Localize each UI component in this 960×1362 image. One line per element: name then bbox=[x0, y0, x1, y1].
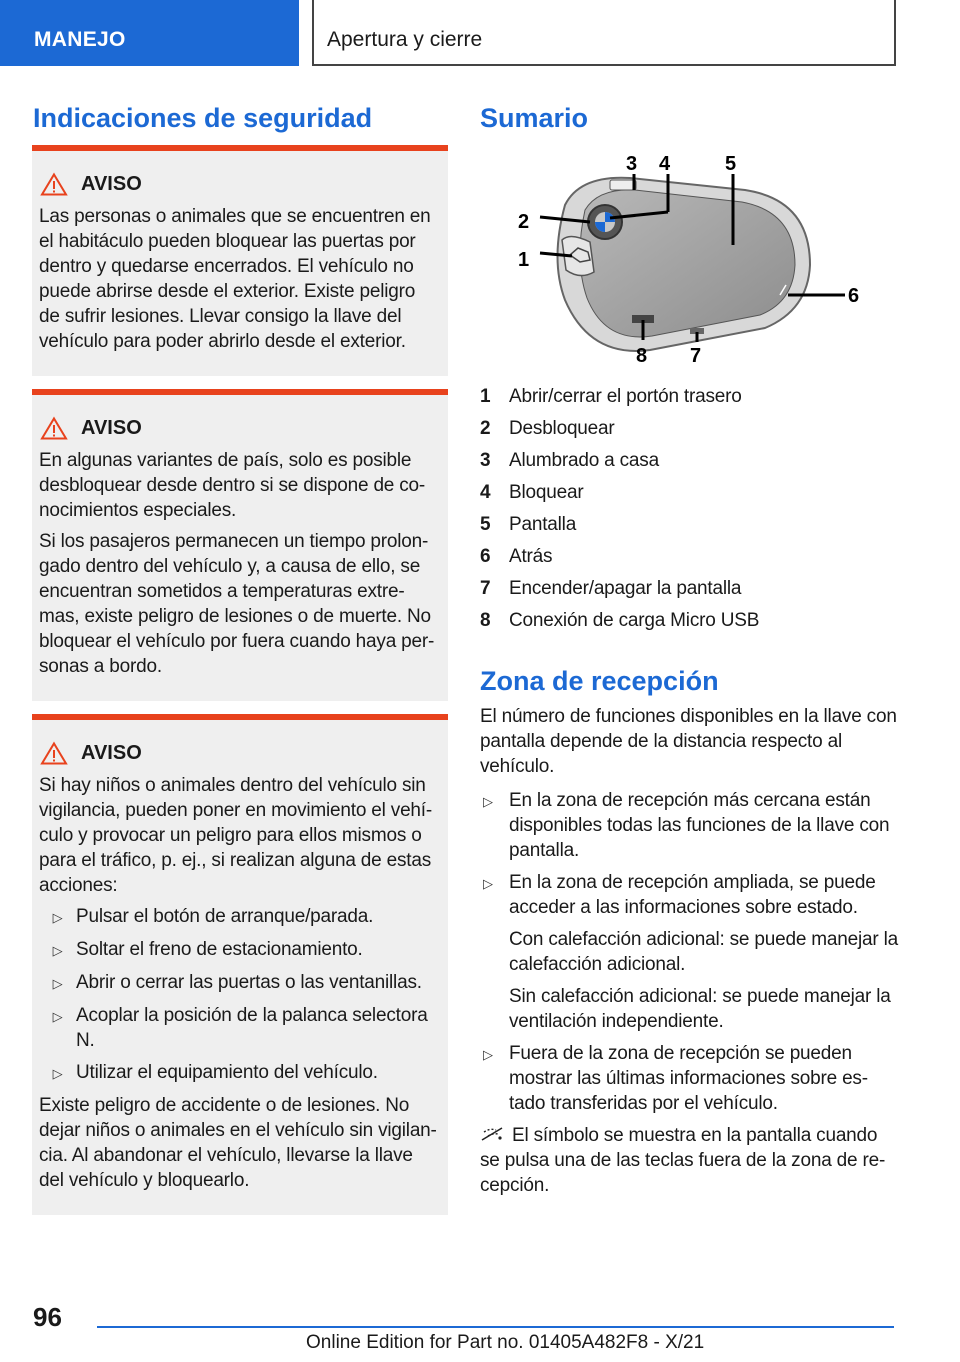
list-item: 1 Abrir/cerrar el portón trasero bbox=[480, 386, 742, 407]
list-item: 3 Alumbrado a casa bbox=[480, 450, 659, 471]
list-item: ▷ Utilizar el equipamiento del vehículo. bbox=[39, 1060, 440, 1086]
sumario-heading: Sumario bbox=[480, 103, 589, 133]
triangle-bullet-icon: ▷ bbox=[52, 943, 63, 958]
warning-text: Las personas o animales que se encuentren en el habitáculo pueden bloquear las puertas por dentro y quedarse encerrados. El vehículo no puede abrirse desde el exterior. Existe peligro de sufrir lesiones. Llevar consigo la llave del vehículo para poder abrirlo desde el exterior. bbox=[39, 206, 431, 352]
zona-section bbox=[480, 704, 898, 1198]
warning-text: En algunas variantes de país, solo es posible desbloquear desde dentro si se dispone de co-nocimientos especiales. bbox=[39, 450, 426, 521]
warning-box-1 bbox=[32, 145, 448, 376]
sub-paragraph: Con calefacción adicional: se puede manejar la calefacción adicional. bbox=[509, 929, 898, 975]
callout-1: 1 bbox=[518, 249, 530, 271]
zona-intro: El número de funciones disponibles en la llave con pantalla depende de la distancia respecto al vehículo. bbox=[480, 706, 897, 777]
warning-title: AVISO bbox=[81, 741, 142, 764]
footer bbox=[97, 1326, 894, 1353]
callout-5: 5 bbox=[725, 153, 737, 175]
warning-triangle-icon bbox=[41, 742, 67, 765]
list-item: ▷ Abrir o cerrar las puertas o las ventanillas. bbox=[39, 970, 440, 996]
warning-box-3 bbox=[32, 714, 448, 1215]
list-item: ▷ Soltar el freno de estacionamiento. bbox=[39, 937, 440, 963]
warning-text: Existe peligro de accidente o de lesiones. No dejar niños o animales en el vehículo sin vigilan-cia. Al abandonar el vehículo, llevarse la llave del vehículo y bloquearlo. bbox=[39, 1095, 437, 1191]
page-number: 96 bbox=[33, 1302, 62, 1332]
warning-box-2 bbox=[32, 389, 448, 701]
list-item: 4 Bloquear bbox=[480, 482, 584, 503]
warning-triangle-icon bbox=[41, 173, 67, 196]
list-item: 6 Atrás bbox=[480, 546, 553, 567]
triangle-bullet-icon: ▷ bbox=[483, 794, 493, 809]
zona-note: El símbolo se muestra en la pantalla cuando se pulsa una de las teclas fuera de la zona de re-cepción. bbox=[480, 1125, 886, 1196]
warning-title: AVISO bbox=[81, 416, 142, 439]
section-tab bbox=[0, 0, 299, 66]
triangle-bullet-icon: ▷ bbox=[52, 910, 63, 925]
triangle-bullet-icon: ▷ bbox=[483, 876, 493, 891]
list-item: ▷ Fuera de la zona de recepción se pueden mostrar las últimas informaciones sobre es-tado transferidas por el vehículo. bbox=[480, 1041, 898, 1116]
list-item: 2 Desbloquear bbox=[480, 418, 615, 439]
sub-paragraph: Sin calefacción adicional: se puede manejar la ventilación independiente. bbox=[509, 986, 891, 1032]
callout-2: 2 bbox=[518, 211, 530, 233]
callout-8: 8 bbox=[636, 345, 648, 367]
chapter-title: Apertura y cierre bbox=[327, 28, 483, 51]
callout-4: 4 bbox=[659, 153, 671, 175]
list-item: 7 Encender/apagar la pantalla bbox=[480, 578, 742, 599]
list-item: ▷ Pulsar el botón de arranque/parada. bbox=[39, 904, 440, 930]
section-title: MANEJO bbox=[34, 28, 126, 51]
triangle-bullet-icon: ▷ bbox=[52, 1009, 63, 1024]
display-key-illustration bbox=[510, 150, 860, 370]
warning-triangle-icon bbox=[41, 417, 67, 440]
warning-title: AVISO bbox=[81, 172, 142, 195]
list-item: 5 Pantalla bbox=[480, 514, 577, 535]
list-item: 8 Conexión de carga Micro USB bbox=[480, 610, 760, 631]
triangle-bullet-icon: ▷ bbox=[52, 1066, 63, 1081]
chapter-tab bbox=[312, 0, 896, 66]
safety-warnings bbox=[32, 145, 448, 1228]
no-signal-icon bbox=[480, 1126, 506, 1142]
list-item: ▷ Acoplar la posición de la palanca selectora N. bbox=[39, 1003, 440, 1053]
list-item: ▷ En la zona de recepción ampliada, se puede acceder a las informaciones sobre estado. bbox=[480, 870, 898, 920]
triangle-bullet-icon: ▷ bbox=[483, 1047, 493, 1062]
callout-7: 7 bbox=[690, 345, 702, 367]
warning-text: Si hay niños o animales dentro del vehículo sin vigilancia, pueden poner en movimiento el vehí-culo y provocar un peligro para ellos mismos o para el tráfico, p. ej., si realizan alguna de estas acciones: bbox=[39, 775, 433, 896]
callout-3: 3 bbox=[626, 153, 638, 175]
zona-heading: Zona de recepción bbox=[480, 666, 719, 696]
triangle-bullet-icon: ▷ bbox=[52, 976, 63, 991]
warning-text: Si los pasajeros permanecen un tiempo prolon-gado dentro del vehículo y, a causa de ello, se encuentran sometidos a temperaturas extre-mas, existe peligro de lesiones o de muerte. No bloquear el vehículo por fuera cuando haya per-sonas a bordo. bbox=[39, 531, 435, 677]
list-item: ▷ En la zona de recepción más cercana están disponibles todas las funciones de la llave con pantalla. bbox=[480, 788, 898, 863]
safety-heading: Indicaciones de seguridad bbox=[33, 103, 373, 133]
callout-6: 6 bbox=[848, 285, 860, 307]
legend-list bbox=[480, 381, 880, 637]
edition-text: Online Edition for Part no. 01405A482F8 - X/21 bbox=[306, 1332, 705, 1353]
